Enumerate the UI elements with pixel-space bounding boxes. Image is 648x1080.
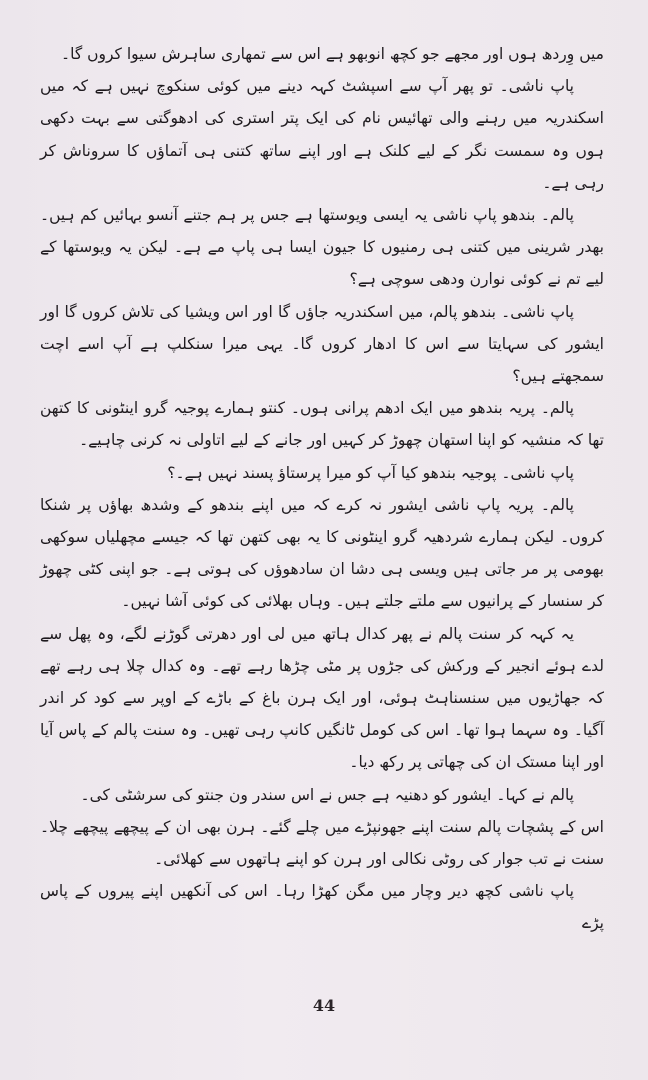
paragraph-9: پالم نے کہا۔ ایشور کو دھنیہ ہے جس نے اس سندر ون جنتو کی سرشٹی کی۔ <box>80 785 574 804</box>
paragraph-3: پالم۔ بندھو پاپ ناشی یہ ایسی ویوستھا ہے جس پر ہم جتنے آنسو بہائیں کم ہیں۔ بھدر شرینی میں کتنی ہی رمنیوں کا جیون ایسا ہی پاپ مے ہے۔ لیکن یہ ویوستھا کے لیے تم نے کوئی نوارن ودھی سوچی ہے؟ <box>40 206 604 289</box>
page-body-text <box>40 38 604 940</box>
paragraph-7: پالم۔ پریہ پاپ ناشی ایشور نہ کرے کہ میں اپنے بندھو کے وشدھ بھاؤں پر شنکا کروں۔ لیکن ہمارے شردھیہ گرو اینٹونی کا یہ بھی کتھن تھا کہ جیسے مچھلیاں سوکھی بھومی پر مر جاتی ہیں ویسی ہی دشا ان سادھوؤں کی ہوتی ہے۔ جو اپنی کٹی چھوڑ کر سنسار کے پرانیوں سے ملتے جلتے ہیں۔ وہاں بھلائی کی کوئی آشا نہیں۔ <box>40 495 604 611</box>
paragraph-2: پاپ ناشی۔ تو پھر آپ سے اسپشٹ کہہ دینے میں کوئی سنکوچ نہیں ہے کہ میں اسکندریہ میں رہنے والی تھائیس نام کی ایک پتر استری کی ادھوگتی سے بہت دکھی ہوں وہ سمست نگر کے لیے کلنک ہے اور اپنے ساتھ کتنی ہی آتماؤں کا سروناش کر رہی ہے۔ <box>40 77 604 192</box>
paragraph-8: یہ کہہ کر سنت پالم نے پھر کدال ہاتھ میں لی اور دھرتی گوڑنے لگے، وہ پھل سے لدے ہوئے انجیر کے ورکش کی جڑوں پر مٹی چڑھا رہے تھے۔ وہ کدال چلا ہی رہے تھے کہ جھاڑیوں میں سنسناہٹ ہوئی، اور ایک ہرن باغ کے باڑے کے اوپر سے کود کر اندر آگیا۔ وہ سہما ہوا تھا۔ اس کی کومل ٹانگیں کانپ رہی تھیں۔ وہ سنت پالم کے پاس آیا اور اپنا مستک ان کی چھاتی پر رکھ دیا۔ <box>40 624 604 772</box>
paragraph-11: پاپ ناشی کچھ دیر وچار میں مگن کھڑا رہا۔ اس کی آنکھیں اپنے پیروں کے پاس پڑے <box>40 882 604 933</box>
paragraph-5: پالم۔ پریہ بندھو میں ایک ادھم پرانی ہوں۔ کنتو ہمارے پوجیہ گرو اینٹونی کا کتھن تھا کہ منشیہ کو اپنا استھان چھوڑ کر کہیں اور جانے کے لیے اتاولی نہ کرنی چاہیے۔ <box>40 399 604 450</box>
paragraph-4: پاپ ناشی۔ بندھو پالم، میں اسکندریہ جاؤں گا اور اس ویشیا کی تلاش کروں گا اور ایشور کی سہایتا سے اس کا ادھار کروں گا۔ یہی میرا سنکلپ ہے آپ اسے اچت سمجھتے ہیں؟ <box>40 302 604 386</box>
paragraph-6: پاپ ناشی۔ پوجیہ بندھو کیا آپ کو میرا پرستاؤ پسند نہیں ہے۔؟ <box>167 463 574 482</box>
paragraph-1: میں وِردھ ہوں اور مجھے جو کچھ انوبھو ہے اس سے تمھاری ساہرش سیوا کروں گا۔ <box>61 45 604 63</box>
paragraph-10: اس کے پشچات پالم سنت اپنے جھونپڑے میں چلے گئے۔ ہرن بھی ان کے پیچھے پیچھے چلا۔ سنت نے تب جوار کی روٹی نکالی اور ہرن کو اپنے ہاتھوں سے کھلائی۔ <box>40 817 604 869</box>
page-number: 44 <box>312 996 336 1015</box>
